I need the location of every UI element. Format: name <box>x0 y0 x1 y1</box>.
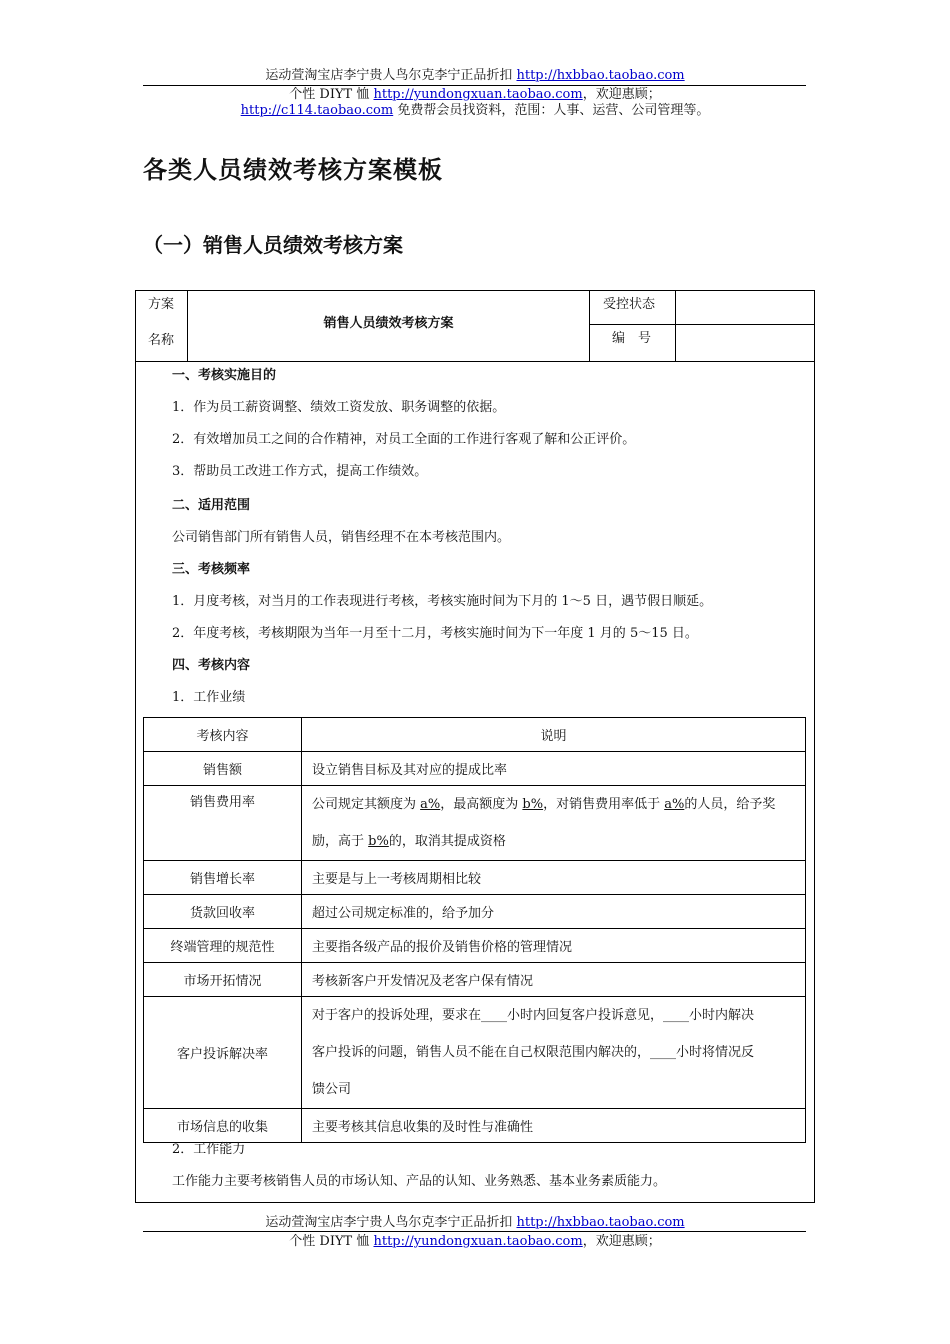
row-desc: 主要是与上一考核周期相比较 <box>302 861 806 895</box>
row-item: 市场开拓情况 <box>144 963 302 997</box>
footer-link-hxbbao[interactable]: http://hxbbao.taobao.com <box>516 1215 685 1230</box>
header-line-1: 运动萱淘宝店李宁贵人鸟尔克李宁正品折扣 http://hxbbao.taobao.com <box>265 68 685 83</box>
section-4-sub-2: 2．工作能力 <box>172 1142 246 1157</box>
row-item: 销售费用率 <box>144 786 302 861</box>
row-item: 终端管理的规范性 <box>144 929 302 963</box>
row-desc: 设立销售目标及其对应的提成比率 <box>302 752 806 786</box>
header-link-c114[interactable]: http://c114.taobao.com <box>240 103 394 118</box>
plan-name-cell <box>187 290 590 362</box>
plan-name-label-cell <box>135 290 188 362</box>
row-desc-multiline <box>302 786 806 861</box>
row-desc: 考核新客户开发情况及老客户保有情况 <box>302 963 806 997</box>
control-status-label-cell <box>589 290 676 325</box>
row-desc-line: 对于客户的投诉处理，要求在____小时内回复客户投诉意见，____小时内解决 <box>312 1008 755 1023</box>
table-row <box>144 963 806 997</box>
row-desc-line: 励，高于 b%的，取消其提成资格 <box>312 834 506 849</box>
plan-label-a: 方案 <box>148 297 175 312</box>
table-row <box>144 1109 806 1143</box>
footer-divider <box>143 1231 806 1232</box>
row-desc-line: 馈公司 <box>312 1082 352 1097</box>
number-label-cell <box>589 324 676 362</box>
table-row <box>144 929 806 963</box>
section-4-title: 四、考核内容 <box>172 658 251 673</box>
table-row <box>144 861 806 895</box>
row-item: 客户投诉解决率 <box>144 997 302 1109</box>
document-title: 各类人员绩效考核方案模板 <box>143 156 443 184</box>
plan-name-value: 销售人员绩效考核方案 <box>323 316 454 331</box>
row-item: 货款回收率 <box>144 895 302 929</box>
table-head-item: 考核内容 <box>144 718 302 752</box>
row-desc: 主要考核其信息收集的及时性与准确性 <box>302 1109 806 1143</box>
row-desc-line: 公司规定其额度为 a%，最高额度为 b%，对销售费用率低于 a%的人员，给予奖 <box>312 797 776 812</box>
section-3-item-2: 2．年度考核，考核期限为当年一月至十二月，考核实施时间为下一年度 1 月的 5～15 日。 <box>172 626 698 641</box>
table-row <box>144 895 806 929</box>
performance-table <box>143 717 806 1143</box>
section-1-item-3: 3．帮助员工改进工作方式，提高工作绩效。 <box>172 464 428 479</box>
section-1-item-1: 1．作为员工薪资调整、绩效工资发放、职务调整的依据。 <box>172 400 506 415</box>
section-2-text: 公司销售部门所有销售人员，销售经理不在本考核范围内。 <box>172 530 511 545</box>
header-link-yundongxuan[interactable]: http://yundongxuan.taobao.com <box>373 87 583 102</box>
table-head-desc: 说明 <box>302 718 806 752</box>
header-link-hxbbao[interactable]: http://hxbbao.taobao.com <box>516 68 685 83</box>
header-line-3: http://c114.taobao.com 免费帮会员找资料，范围：人事、运营、公司管理等。 <box>240 103 710 118</box>
row-desc-multiline <box>302 997 806 1109</box>
row-item: 销售额 <box>144 752 302 786</box>
footer-link-yundongxuan[interactable]: http://yundongxuan.taobao.com <box>373 1234 583 1249</box>
row-desc: 超过公司规定标准的，给予加分 <box>302 895 806 929</box>
row-item: 销售增长率 <box>144 861 302 895</box>
number-value-cell[interactable] <box>675 324 815 362</box>
section-3-item-1: 1．月度考核，对当月的工作表现进行考核，考核实施时间为下月的 1～5 日，遇节假日顺延。 <box>172 594 713 609</box>
control-status-value-cell[interactable] <box>675 290 815 325</box>
number-label: 编 号 <box>612 331 652 346</box>
table-row <box>144 997 806 1109</box>
row-item: 市场信息的收集 <box>144 1109 302 1143</box>
table-row <box>144 752 806 786</box>
section-2-title: 二、适用范围 <box>172 498 251 513</box>
plan-label-b: 名称 <box>148 333 175 348</box>
table-row <box>144 786 806 861</box>
section-1-title: 一、考核实施目的 <box>172 368 277 383</box>
section-subtitle: （一）销售人员绩效考核方案 <box>143 233 403 257</box>
row-desc-line: 客户投诉的问题，销售人员不能在自己权限范围内解决的，____小时将情况反 <box>312 1045 755 1060</box>
footer-line-1: 运动萱淘宝店李宁贵人鸟尔克李宁正品折扣 http://hxbbao.taobao.com <box>265 1215 685 1230</box>
row-desc: 主要指各级产品的报价及销售价格的管理情况 <box>302 929 806 963</box>
control-status-label: 受控状态 <box>603 297 656 312</box>
footer-line-2: 个性 DIYT 恤 http://yundongxuan.taobao.com，欢迎惠顾； <box>289 1234 661 1249</box>
header-line-2: 个性 DIYT 恤 http://yundongxuan.taobao.com，欢迎惠顾； <box>289 87 661 102</box>
table-header-row <box>144 718 806 752</box>
section-4-sub-2-text: 工作能力主要考核销售人员的市场认知、产品的认知、业务熟悉、基本业务素质能力。 <box>172 1174 667 1189</box>
section-1-item-2: 2．有效增加员工之间的合作精神，对员工全面的工作进行客观了解和公正评价。 <box>172 432 636 447</box>
section-4-sub-1: 1．工作业绩 <box>172 690 246 705</box>
section-3-title: 三、考核频率 <box>172 562 251 577</box>
